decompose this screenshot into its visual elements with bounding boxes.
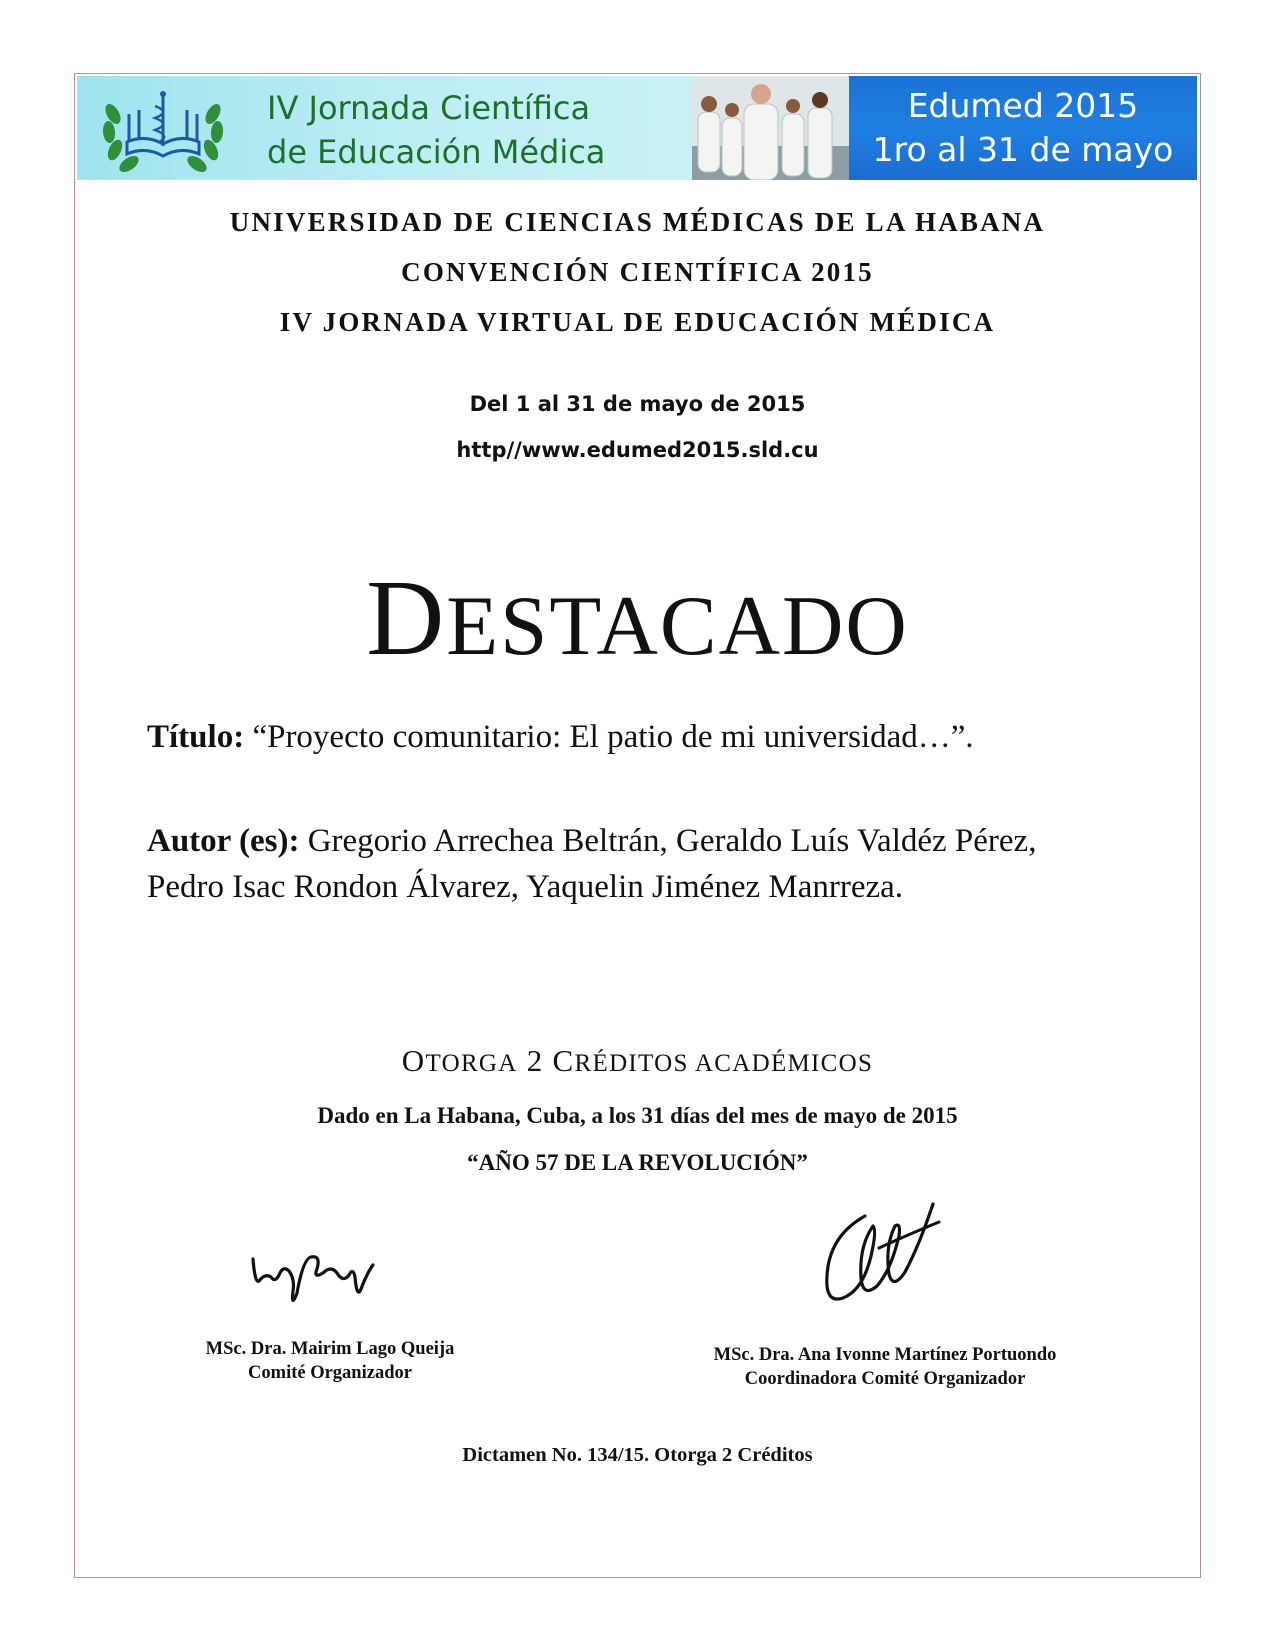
signatory-left [165,1337,495,1385]
award-title [75,557,1200,681]
work-title-value: “Proyecto comunitario: El patio de mi universidad…”. [244,719,974,755]
year-motto: “AÑO 57 DE LA REVOLUCIÓN” [467,1150,808,1175]
university-heading: UNIVERSIDAD DE CIENCIAS MÉDICAS DE LA HABANA [229,207,1046,237]
signatory-right [665,1343,1105,1391]
group-photo-icon [692,76,849,180]
award-title-rest: ESTACADO [446,579,909,673]
credits-heading [75,1043,1200,1079]
authors-line2: Pedro Isac Rondon Álvarez, Yaquelin Jiménez Manrreza. [147,869,904,905]
given-statement: Dado en La Habana, Cuba, a los 31 días del mes de mayo de 2015 [317,1103,958,1128]
authors-line1 [147,818,1036,864]
event-website: http//www.edumed2015.sld.cu [456,438,819,462]
banner-title-line2: de Educación Médica [267,133,606,171]
event-dates: Del 1 al 31 de mayo de 2015 [469,392,806,416]
authors-block [147,818,1036,910]
signature-left-icon [245,1229,395,1319]
banner-photo [692,76,849,180]
banner-left-panel [77,76,692,180]
certificate-frame [74,73,1201,1578]
banner-title-line1: IV Jornada Científica [267,89,591,127]
credits-o: O [401,1043,426,1078]
signatory-right-name: MSc. Dra. Ana Ivonne Martínez Portuondo [713,1345,1057,1365]
signature-right-icon [815,1186,945,1316]
work-title [147,714,974,760]
signatory-left-name: MSc. Dra. Mairim Lago Queija [205,1339,455,1359]
banner-event-line1: Edumed 2015 [907,86,1139,125]
dictamen-footer: Dictamen No. 134/15. Otorga 2 Créditos [462,1444,813,1466]
signatory-left-role: Comité Organizador [248,1363,412,1383]
authors-label: Autor (es): [147,823,300,859]
signatory-right-role: Coordinadora Comité Organizador [744,1369,1026,1389]
banner-event-line2: 1ro al 31 de mayo [872,130,1174,169]
banner-title [267,86,605,174]
event-banner [77,76,1197,180]
credits-number: 2 [517,1043,553,1078]
award-title-initial: D [366,559,447,678]
credits-torga: TORGA [425,1050,518,1077]
authors-names-1: Gregorio Arrechea Beltrán, Geraldo Luís Valdéz Pérez, [299,823,1037,859]
convention-heading: CONVENCIÓN CIENTÍFICA 2015 [401,257,874,287]
banner-event-panel [849,76,1197,180]
medical-education-logo-icon [99,84,227,174]
credits-c: C [552,1043,575,1078]
credits-reditos: RÉDITOS ACADÉMICOS [574,1050,874,1077]
work-title-label: Título: [147,719,245,755]
jornada-heading: IV JORNADA VIRTUAL DE EDUCACIÓN MÉDICA [279,307,996,337]
